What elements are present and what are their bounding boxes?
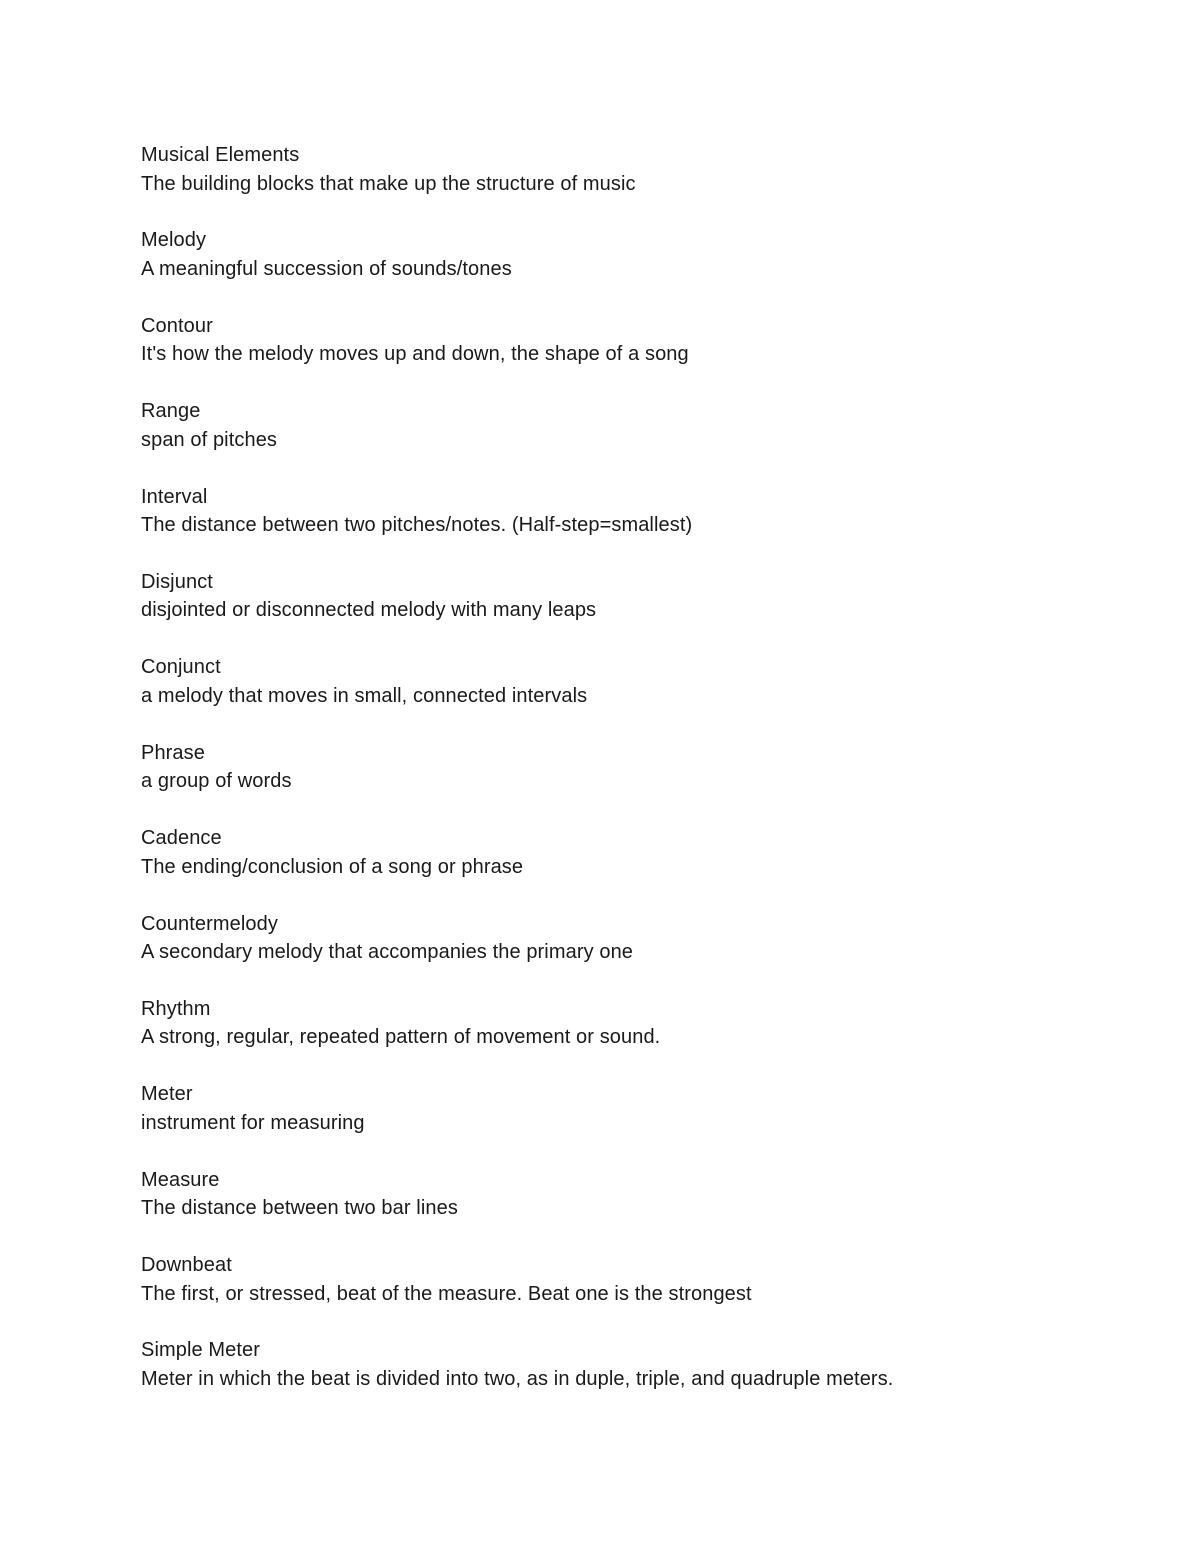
term: Phrase (141, 741, 205, 764)
glossary-entry (141, 1251, 1101, 1336)
definition: The distance between two bar lines (141, 1197, 458, 1220)
glossary-entry (141, 824, 1101, 909)
definition: instrument for measuring (141, 1111, 365, 1134)
term: Countermelody (141, 912, 278, 935)
definition: Meter in which the beat is divided into two, as in duple, triple, and quadruple meters. (141, 1367, 894, 1390)
definition: The first, or stressed, beat of the measure. Beat one is the strongest (141, 1282, 752, 1305)
definition: A strong, regular, repeated pattern of movement or sound. (141, 1026, 661, 1049)
definition: A secondary melody that accompanies the primary one (141, 941, 634, 964)
term: Disjunct (141, 570, 213, 593)
term: Musical Elements (141, 144, 300, 166)
definition: The distance between two pitches/notes. (Half-step=smallest) (141, 514, 693, 537)
glossary-entry (141, 141, 1101, 226)
glossary-entry (141, 910, 1101, 995)
document-page (141, 141, 1101, 1422)
glossary-entry (141, 653, 1101, 738)
glossary-entry (141, 483, 1101, 568)
term: Measure (141, 1168, 220, 1191)
glossary-entry (141, 995, 1101, 1080)
glossary-entry (141, 739, 1101, 824)
term: Range (141, 400, 201, 423)
glossary-entry (141, 312, 1101, 397)
glossary-entry (141, 397, 1101, 482)
glossary-entry (141, 226, 1101, 311)
term: Contour (141, 314, 213, 337)
definition: a group of words (141, 770, 292, 793)
term: Downbeat (141, 1254, 232, 1277)
definition: span of pitches (141, 428, 278, 451)
term: Rhythm (141, 997, 211, 1020)
term: Conjunct (141, 656, 221, 679)
glossary-entry (141, 568, 1101, 653)
definition: The ending/conclusion of a song or phrase (141, 855, 524, 878)
glossary-entry (141, 1336, 1101, 1421)
term: Interval (141, 485, 208, 508)
definition: The building blocks that make up the structure of music (141, 172, 636, 195)
definition: disjointed or disconnected melody with many leaps (141, 599, 597, 622)
term: Simple Meter (141, 1339, 261, 1362)
term: Meter (141, 1083, 193, 1106)
definition: A meaningful succession of sounds/tones (141, 257, 512, 280)
glossary-entry (141, 1080, 1101, 1165)
term: Melody (141, 229, 207, 252)
glossary-entry (141, 1166, 1101, 1251)
term: Cadence (141, 827, 222, 850)
definition: a melody that moves in small, connected intervals (141, 684, 588, 707)
definition: It's how the melody moves up and down, the shape of a song (141, 343, 689, 366)
